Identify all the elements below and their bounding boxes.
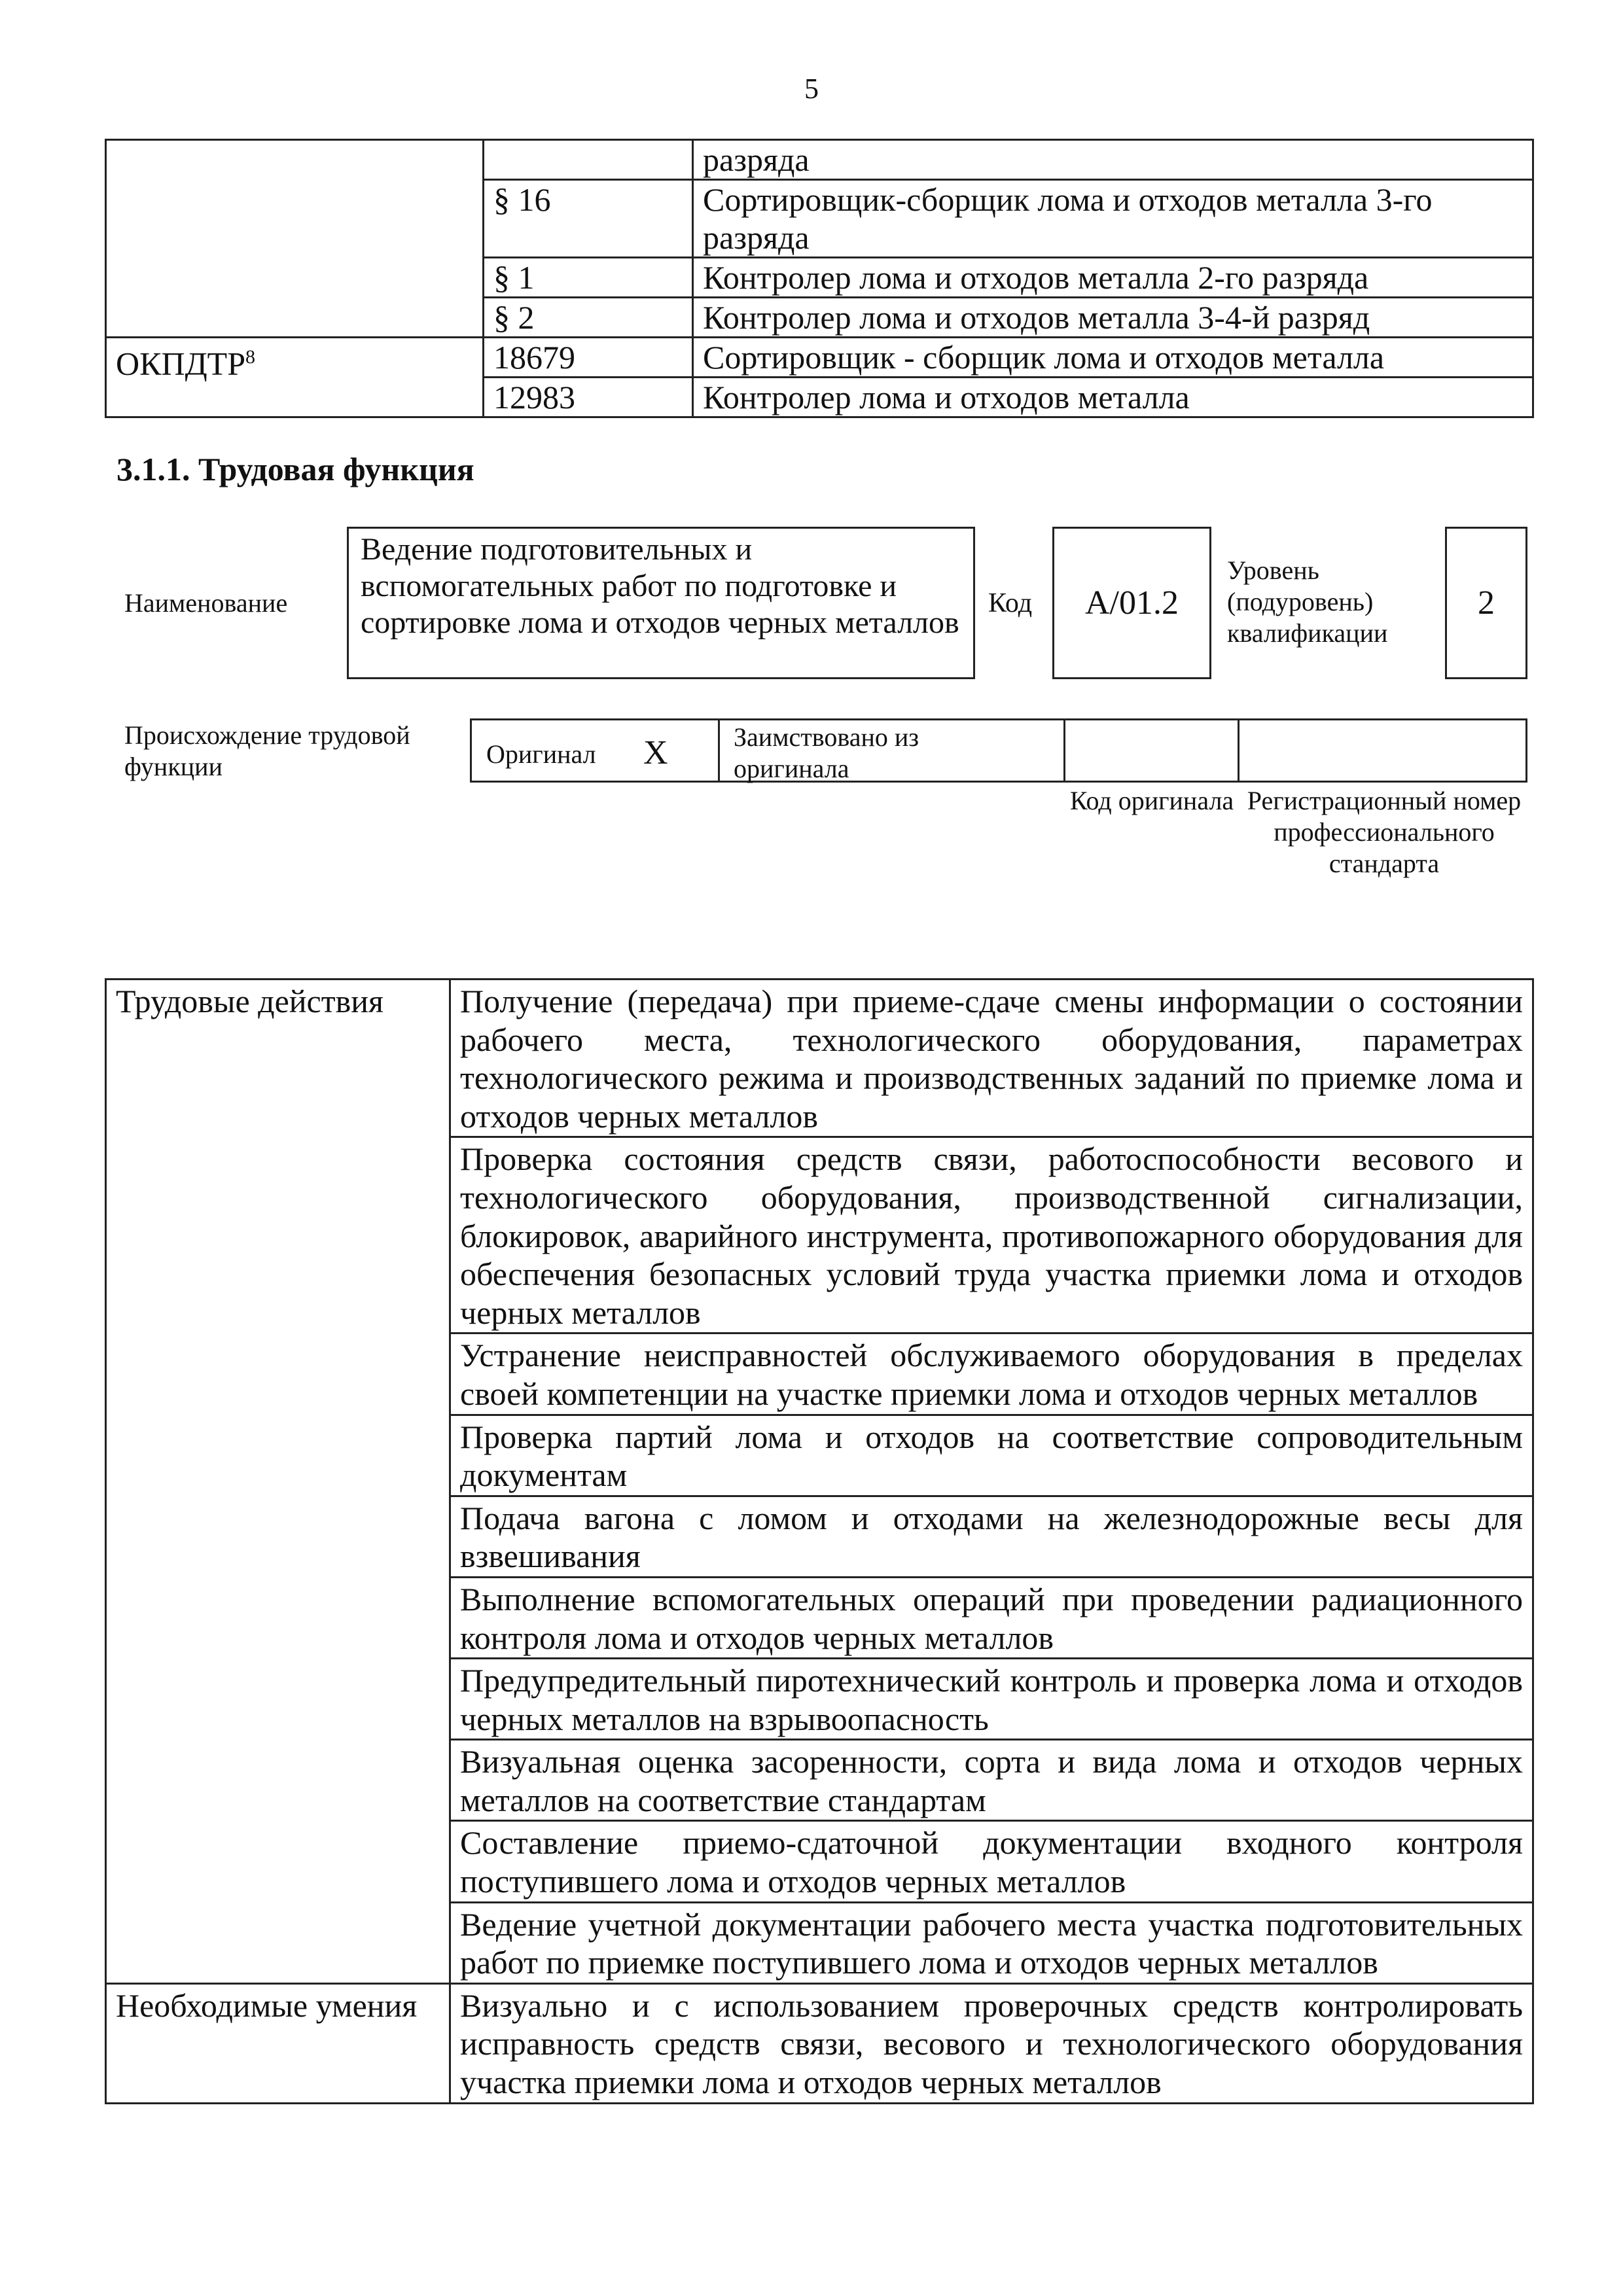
divider — [718, 720, 720, 781]
table-row — [106, 140, 1533, 180]
table-cell — [106, 140, 484, 338]
labor-action: Ведение учетной документации рабочего места участка подготовительных работ по приемке поступившего лома и отходов черных металлов — [450, 1902, 1533, 1983]
labor-action: Составление приемо-сдаточной документации входного контроля поступившего лома и отходов черных металлов — [450, 1821, 1533, 1902]
labor-action: Получение (передача) при приеме-сдаче смены информации о состоянии рабочего места, технологического оборудования, параметрах технологического режима и производственных заданий по приемке лома и отходов черных металлов — [450, 980, 1533, 1137]
classifier-table — [105, 139, 1534, 418]
labor-function-table — [105, 978, 1534, 2104]
code-caption: Код оригинала — [1069, 786, 1234, 815]
level-label: Уровень (подуровень) квалификации — [1227, 556, 1388, 648]
table-row — [106, 1983, 1533, 2103]
divider — [1063, 720, 1065, 781]
original-label: Оригинал — [486, 739, 596, 769]
table-row — [106, 338, 1533, 378]
footnote-ref: 8 — [245, 346, 256, 368]
table-cell: Контролер лома и отходов металла 3-4-й разряд — [693, 298, 1533, 338]
labor-action: Визуальная оценка засоренности, сорта и вида лома и отходов черных металлов на соответствие стандартам — [450, 1740, 1533, 1821]
table-cell: 12983 — [484, 378, 693, 417]
reg-caption: Регистрационный номер профессионального стандарта — [1247, 786, 1522, 878]
level-value-box: 2 — [1445, 527, 1527, 679]
borrowed-label: Заимствовано из оригинала — [734, 722, 919, 783]
table-cell: § 16 — [484, 180, 693, 258]
labor-action: Устранение неисправностей обслуживаемого оборудования в пределах своей компетенции на участке приемки лома и отходов черных металлов — [450, 1333, 1533, 1415]
labor-action: Проверка партий лома и отходов на соответствие сопроводительным документам — [450, 1415, 1533, 1496]
origin-label: Происхождение трудовой функции — [124, 720, 410, 781]
table-cell: Контролер лома и отходов металла 2-го разряда — [693, 258, 1533, 298]
table-cell — [484, 140, 693, 180]
section-heading: 3.1.1. Трудовая функция — [116, 451, 474, 487]
labor-action: Проверка состояния средств связи, работоспособности весового и технологического оборудования, производственной сигнализации, блокировок, аварийного инструмента, противопожарного оборудования для обеспечения безопасных условий труда участка приемки лома и отходов черных металлов — [450, 1137, 1533, 1333]
labor-action: Выполнение вспомогательных операций при проведении радиационного контроля лома и отходов черных металлов — [450, 1577, 1533, 1658]
table-row — [106, 980, 1533, 1137]
function-name-box: Ведение подготовительных и вспомогательных работ по подготовке и сортировке лома и отходов черных металлов — [347, 527, 975, 679]
labor-action: Предупредительный пиротехнический контроль и проверка лома и отходов черных металлов на взрывоопасность — [450, 1659, 1533, 1740]
skills-label: Необходимые умения — [106, 1983, 450, 2103]
page-number: 5 — [804, 73, 819, 105]
table-cell: 18679 — [484, 338, 693, 378]
code-value-box: А/01.2 — [1052, 527, 1211, 679]
okpdtr-label: ОКПДТР — [116, 345, 246, 382]
origin-box — [470, 718, 1527, 783]
skill-item: Визуально и с использованием проверочных средств контролировать исправность средств связи, весового и технологического оборудования участка приемки лома и отходов черных металлов — [450, 1983, 1533, 2103]
table-cell: § 2 — [484, 298, 693, 338]
table-cell: разряда — [693, 140, 1533, 180]
name-label: Наименование — [124, 588, 288, 618]
labor-action: Подача вагона с ломом и отходами на железнодорожные весы для взвешивания — [450, 1496, 1533, 1577]
table-cell: Контролер лома и отходов металла — [693, 378, 1533, 417]
table-cell: Сортировщик-сборщик лома и отходов металла 3-го разряда — [693, 180, 1533, 258]
divider — [1238, 720, 1240, 781]
table-cell: Сортировщик - сборщик лома и отходов металла — [693, 338, 1533, 378]
original-mark: Х — [643, 734, 668, 771]
code-label: Код — [988, 588, 1033, 618]
table-cell: § 1 — [484, 258, 693, 298]
okpdtr-cell — [106, 338, 484, 417]
labor-actions-label: Трудовые действия — [106, 980, 450, 1984]
